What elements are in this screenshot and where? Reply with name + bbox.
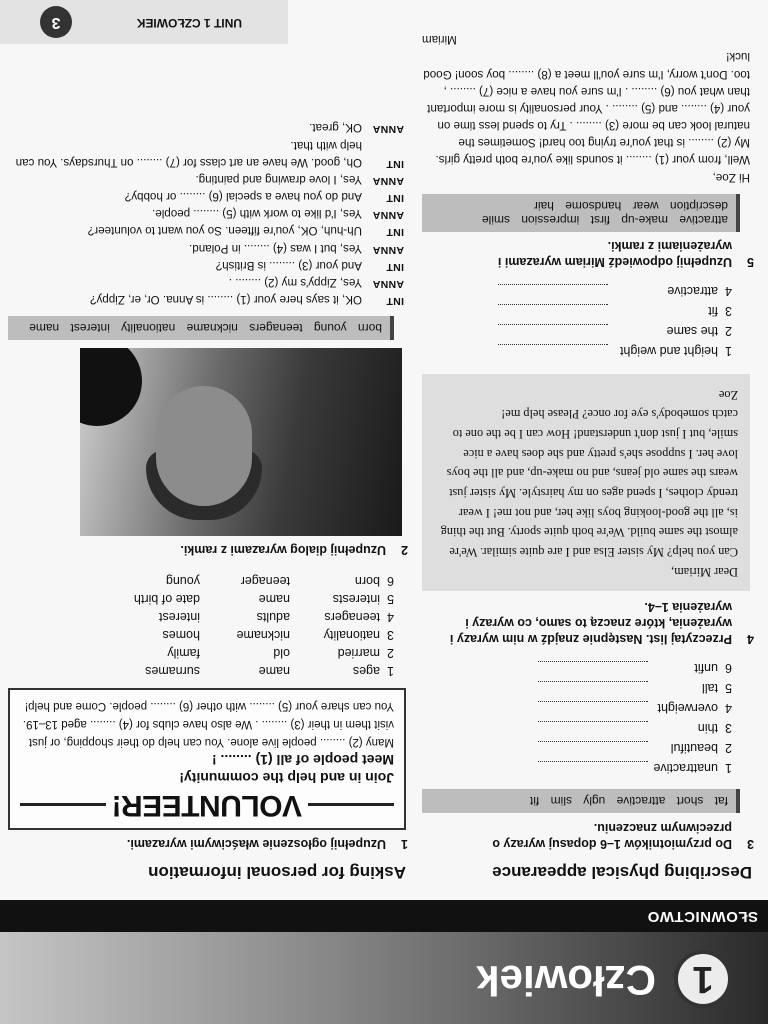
list-item: 1 height and weight [422, 344, 732, 364]
flyer-subtitle-2: Meet people of all (1) ........ ! [211, 751, 394, 768]
instruction-text: Przeczytaj list. Następnie znajdź w nim wyrazy i wyrażenia, które znaczą to samo, co wyrazy i wyrażenia 1–4. [449, 600, 732, 647]
answer-line[interactable] [538, 682, 648, 694]
dialog-line: ANNA OK, great. [309, 121, 404, 136]
exercise-5-instruction [422, 238, 754, 271]
interview-dialog [8, 119, 404, 308]
list-item: 5 tall [422, 682, 732, 702]
volunteer-flyer [8, 688, 406, 829]
reply-greeting: Hi Zoe, [712, 170, 750, 184]
letter-greeting: Dear Miriam, [671, 564, 738, 579]
answer-line[interactable] [538, 662, 648, 674]
answer-line[interactable] [498, 304, 608, 316]
list-item: 6 unfit [422, 662, 732, 682]
list-item: 4 overweight [422, 702, 732, 722]
list-item: 2 beautiful [422, 742, 732, 762]
table-row: 4 teenagers adults interest [159, 610, 394, 625]
photo-face [156, 386, 252, 506]
dialog-line: INT Uh-huh, OK, you're fifteen. So you want to volunteer? [87, 224, 404, 239]
unit-label: UNIT 1 CZŁOWIEK [136, 16, 242, 30]
page-footer [0, 0, 288, 44]
flyer-subtitle: Join in and help the community! [179, 769, 394, 786]
answer-line[interactable] [538, 762, 648, 774]
answer-line[interactable] [538, 742, 648, 754]
flyer-header [20, 788, 394, 822]
table-row: 5 interests name date of birth [133, 592, 394, 607]
flyer-body: Many (2) ........ people live alone. You can help do their shopping, or just visit them in their (3) ........ . We also have clubs for (4) ........ aged 13–19. You can share your (5) ........ with other (6) ........ people. Come and help! [22, 700, 394, 748]
exercise-1-instruction [8, 836, 408, 852]
reply-body: Well, from your (1) ........ it sounds like you're both pretty girls. My (2) ........ is that you're trying too hard! Sometimes the natural look can be more (3) ........ . Try to spend less time on your (4) ........ and (5) ........ . Your personality is more important than what you (6) ........ . I'm sure you have a nice (7) ........ , too. Don't worry, I'm sure you'll meet a (8) ........ boy soon! Good luck! [423, 50, 750, 167]
dialog-line: ANNA Yes, I love drawing and painting. [195, 172, 404, 187]
dialog-line: ANNA Yes, but I was (4) ........ in Poland. [189, 241, 404, 256]
table-row: 6 born teenager young [165, 574, 394, 589]
list-item: 1 unattractive [422, 762, 732, 782]
section-label: SŁOWNICTWO [647, 908, 758, 925]
dialog-line: ANNA Yes, I'd like to work with (5) ........ people. [152, 207, 404, 222]
teen-girl-photo [80, 348, 402, 536]
flyer-title: VOLUNTEER! [112, 788, 302, 822]
dialog-line: INT And do you have a special (6) ........ or hobby? [124, 190, 404, 205]
answer-line[interactable] [538, 702, 648, 714]
word-box: attractive make-up first impression smile description wear handsome hair [422, 194, 740, 232]
exercise-number: 1 [401, 837, 408, 851]
answer-line[interactable] [498, 284, 608, 296]
phrase-list [422, 284, 732, 364]
exercise-3-instruction [422, 820, 754, 853]
section-strip [0, 900, 768, 932]
exercise-2-instruction [8, 542, 408, 558]
right-heading: Asking for personal information [148, 863, 406, 882]
instruction-text: Uzupełnij dialog wyrazami z ramki. [180, 543, 386, 558]
exercise-number: 5 [747, 255, 754, 270]
instruction-text: Uzupełnij odpowiedź Miriam wyrazami i wyrażeniami z ramki. [497, 238, 732, 270]
letter-box [422, 374, 750, 591]
answer-line[interactable] [498, 324, 608, 336]
table-row: 2 married old family [167, 646, 394, 661]
word-box: fat short attractive ugly slim fit [422, 790, 740, 814]
list-item: 3 fit [422, 304, 732, 324]
list-item: 2 the same [422, 324, 732, 344]
page-number: 3 [40, 6, 72, 38]
answer-line[interactable] [498, 344, 608, 356]
instruction-text: Do przymiotników 1–6 dopasuj wyrazy o przeciwnym znaczeniu. [492, 820, 732, 851]
instruction-text: Uzupełnij ogłoszenie właściwymi wyrazami. [126, 837, 386, 851]
options-grid [8, 570, 394, 678]
dialog-line: INT OK, it says here your (1) ........ is Anna. Or, er, Zippy? [90, 293, 404, 308]
chapter-title: Człowiek [476, 957, 656, 1004]
dialog-line: ANNA Yes, Zippy's my (2) ........ . [228, 275, 404, 290]
letter-body: Can you help? My sister Elsa and I are quite similar. We're almost the same build. We're both quite sporty. But the thing is, all the good-looking boys like her, and not me! I wear trendy clothes, I spend ages on my hairstyle. My sister just wears the same old jeans, and no make-up, and all the boys love her. I suppose she's pretty and she does have a nice smile, but I just don't understand! How can I be the one to catch somebody's eye for once? Please help me! [440, 407, 738, 560]
chapter-number-badge: 1 [674, 950, 732, 1008]
list-item: 4 attractive [422, 284, 732, 304]
letter-signature: Zoe [718, 387, 738, 402]
table-row: 1 ages name surnames [145, 664, 394, 679]
left-column [422, 0, 754, 900]
reply-signature: Miriam [422, 33, 457, 47]
answer-line[interactable] [538, 722, 648, 734]
photo-dark-object [80, 348, 142, 426]
exercise-number: 3 [747, 837, 754, 851]
divider [308, 803, 394, 806]
exercise-number: 2 [401, 543, 408, 558]
word-box: born young teenagers nickname nationality interest name [8, 316, 394, 340]
reply-text [422, 31, 750, 185]
exercise-4-instruction [422, 599, 754, 648]
table-row: 3 nationality nickname homes [162, 628, 394, 643]
opposites-list [422, 662, 732, 782]
divider [20, 803, 106, 806]
left-heading: Describing physical appearance [492, 863, 752, 882]
right-column [8, 0, 408, 900]
list-item: 3 thin [422, 722, 732, 742]
dialog-line: INT And your (3) ........ is British? [215, 258, 404, 273]
exercise-number: 4 [747, 632, 754, 647]
dialog-line: INT Oh, good. We have an art class for (7) ........ on Thursdays. You can help with that. [15, 138, 404, 170]
